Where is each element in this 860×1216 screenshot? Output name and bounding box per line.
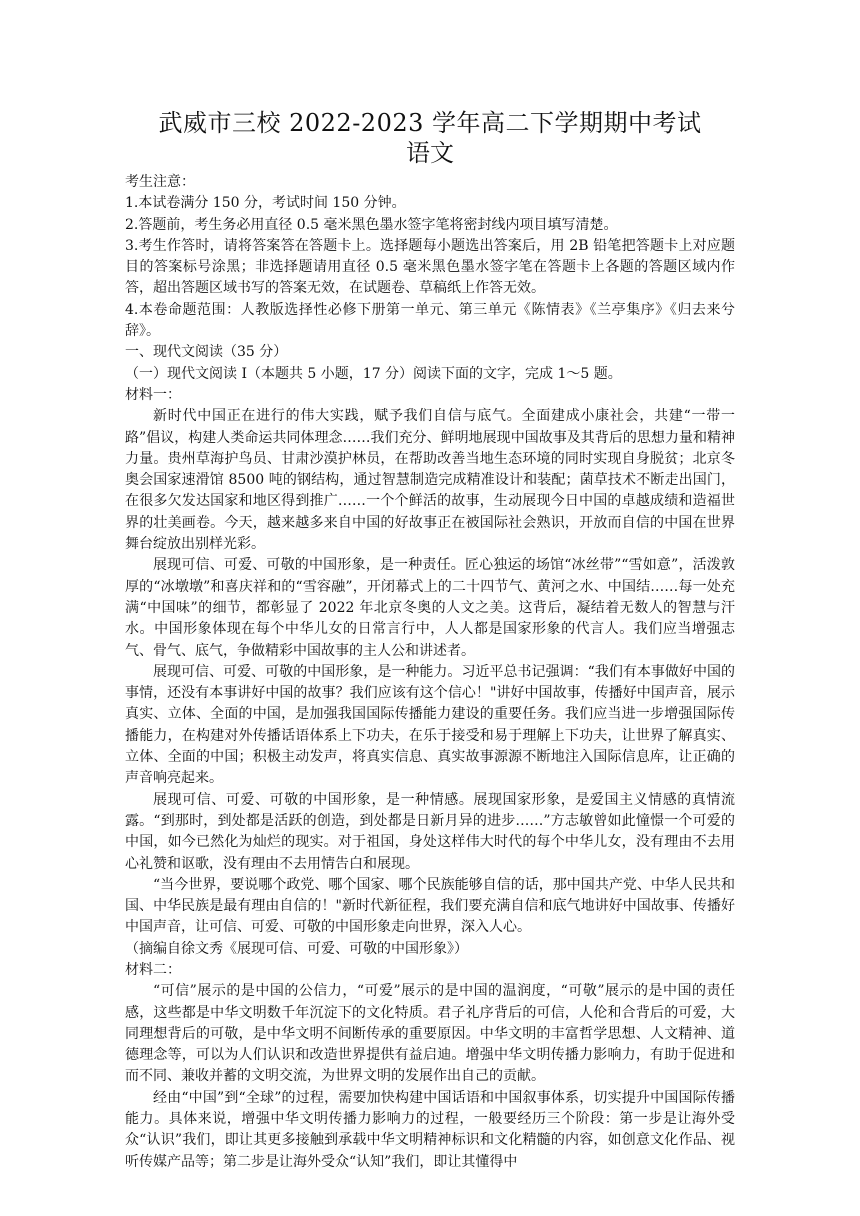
section-heading: 一、现代文阅读（35 分）	[125, 344, 288, 361]
notice-item-1: 1.本试卷满分 150 分，考试时间 150 分钟。	[125, 195, 406, 212]
material1-label: 材料一：	[125, 386, 181, 403]
material1-paragraph: 展现可信、可爱、可敬的中国形象，是一种能力。习近平总书记强调：“我们有本事做好中国的事情，还没有本事讲好中国的故事？我们应该有这个信心！"讲好中国故事，传播好中国声音，展示真实、立体、全面的中国，是加强我国国际传播能力建设的重要任务。我们应当进一步增强国际传播能力，在构建对外传播话语体系上下功夫，在乐于接受和易于理解上下功夫，让世界了解真实、立体、全面的中国；积极主动发声，将真实信息、真实故事源源不断地注入国际信息库，让正确的声音响亮起来。	[125, 663, 735, 787]
material1-paragraph: 展现可信、可爱、可敬的中国形象，是一种责任。匠心独运的场馆“冰丝带”“雪如意”，活泼敦厚的“冰墩墩”和喜庆祥和的“雪容融”，开闭幕式上的二十四节气、黄河之水、中国结……每一处充满“中国味”的细节，都彰显了 2022 年北京冬奥的人文之美。这背后，凝结着无数人的智慧与汗水。中国形象体现在每个中华儿女的日常言行中，人人都是国家形象的代言人。我们应当增强志气、骨气、底气，争做精彩中国故事的主人公和讲述者。	[125, 557, 735, 659]
notice-item-3: 3.考生作答时，请将答案答在答题卡上。选择题每小题选出答案后，用 2B 铅笔把答题卡上对应题目的答案标号涂黑；非选择题请用直径 0.5 毫米黑色墨水签字笔在答题卡上各题的答题区域内作答，超出答题区域书写的答案无效，在试题卷、草稿纸上作答无效。	[125, 237, 735, 297]
subject-title: 语文	[406, 139, 454, 167]
material2-label: 材料二：	[125, 961, 181, 978]
material1-source: （摘编自徐文秀《展现可信、可爱、可敬的中国形象》）	[125, 940, 468, 957]
exam-page	[125, 108, 735, 1173]
material1-paragraph: 新时代中国正在进行的伟大实践，赋予我们自信与底气。全面建成小康社会，共建“一带一路”倡议，构建人类命运共同体理念……我们充分、鲜明地展现中国故事及其背后的思想力量和精神力量。贵州草海护鸟员、甘肃沙漠护林员，在帮助改善当地生态环境的同时实现自身脱贫；北京冬奥会国家速滑馆 8500 吨的钢结构，通过智慧制造完成精准设计和装配；菌草技术不断走出国门，在很多欠发达国家和地区得到推广……一个个鲜活的故事，生动展现今日中国的卓越成绩和造福世界的壮美画卷。今天，越来越多来自中国的好故事正在被国际社会熟识，开放而自信的中国在世界舞台绽放出别样光彩。	[125, 408, 735, 553]
material1-paragraph: 展现可信、可爱、可敬的中国形象，是一种情感。展现国家形象，是爱国主义情感的真情流露。“到那时，到处都是活跃的创造，到处都是日新月异的进步……”方志敏曾如此憧憬一个可爱的中国，如今已然化为灿烂的现实。对于祖国，身处这样伟大时代的每个中华儿女，没有理由不去用心礼赞和讴歌，没有理由不去用情告白和展现。	[125, 791, 735, 872]
material2-paragraph: “可信”展示的是中国的公信力，“可爱”展示的是中国的温润度，“可敬”展示的是中国的责任感，这些都是中华文明数千年沉淀下的文化特质。君子礼序背后的可信，人伦和合背后的可爱，大同理想背后的可敬，是中华文明不间断传承的重要原因。中华文明的丰富哲学思想、人文精神、道德理念等，可以为人们认识和改造世界提供有益启迪。增强中华文明传播力影响力，有助于促进和而不同、兼收并蓄的文明交流，为世界文明的发展作出自己的贡献。	[125, 983, 735, 1085]
exam-title: 武威市三校 2022-2023 学年高二下学期期中考试	[158, 109, 702, 137]
material1-paragraph: “当今世界，要说哪个政党、哪个国家、哪个民族能够自信的话，那中国共产党、中华人民共和国、中华民族是最有理由自信的！"新时代新征程，我们要充满自信和底气地讲好中国故事、传播好中国声音，让可信、可爱、可敬的中国形象走向世界，深入人心。	[125, 876, 735, 936]
notice-item-4: 4.本卷命题范围：人教版选择性必修下册第一单元、第三单元《陈情表》《兰亭集序》《归去来兮辞》。	[125, 301, 735, 340]
material2-paragraph: 经由“中国”到“全球”的过程，需要加快构建中国话语和中国叙事体系，切实提升中国国际传播能力。具体来说，增强中华文明传播力影响力的过程，一般要经历三个阶段：第一步是让海外受众“认识”我们，即让其更多接触到承载中华文明精神标识和文化精髓的内容，如创意文化作品、视听传媒产品等；第二步是让海外受众“认知”我们，即让其懂得中	[125, 1089, 735, 1170]
notice-heading: 考生注意：	[125, 174, 195, 190]
notice-item-2: 2.答题前，考生务必用直径 0.5 毫米黑色墨水签字笔将密封线内项目填写清楚。	[125, 216, 618, 233]
subsection-heading: （一）现代文阅读 I（本题共 5 小题，17 分）阅读下面的文字，完成 1～5 题。	[125, 365, 622, 382]
